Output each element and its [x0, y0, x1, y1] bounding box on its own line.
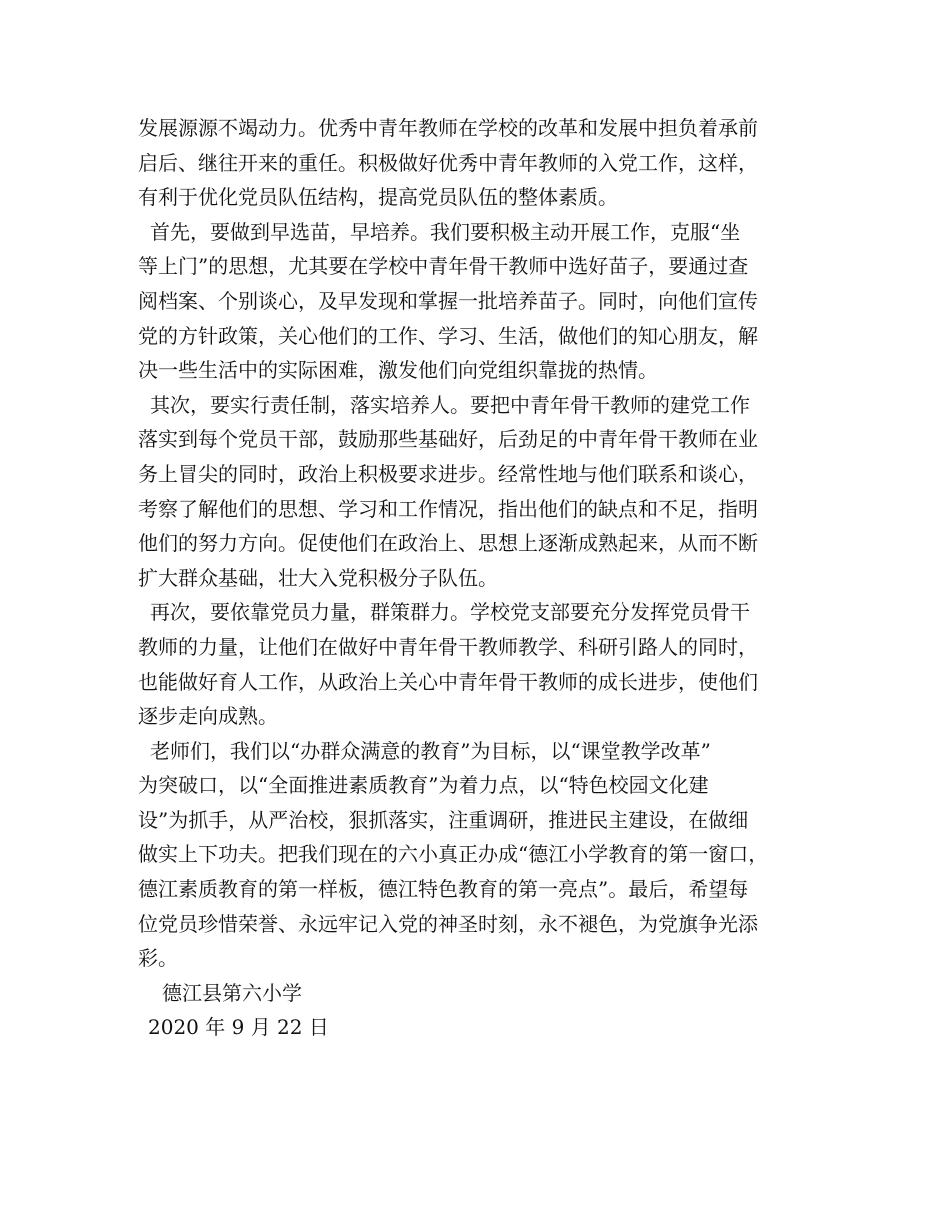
- text-line: 教师的力量，让他们在做好中青年骨干教师教学、科研引路人的同时，: [138, 634, 758, 659]
- text-line: 彩。: [138, 946, 178, 971]
- text-line: 他们的努力方向。促使他们在政治上、思想上逐渐成熟起来，从而不断: [138, 531, 758, 556]
- text-line: 做实上下功夫。把我们现在的六小真正办成“德江小学教育的第一窗口，: [138, 842, 769, 867]
- text-line: 设”为抓手，从严治校，狠抓落实，注重调研，推进民主建设，在做细: [138, 807, 749, 832]
- text-line: 老师们，我们以“办群众满意的教育”为目标，以“课堂教学改革”: [150, 738, 711, 763]
- text-line: 为突破口，以“全面推进素质教育”为着力点，以“特色校园文化建: [138, 773, 709, 798]
- paragraph: [138, 388, 830, 596]
- text-line: 位党员珍惜荣誉、永远牢记入党的神圣时刻，永不褪色，为党旗争光添: [138, 911, 758, 936]
- text-line: 落实到每个党员干部，鼓励那些基础好，后劲足的中青年骨干教师在业: [138, 427, 758, 452]
- text-line: 逐步走向成熟。: [138, 704, 278, 729]
- text-line: 也能做好育人工作，从政治上关心中青年骨干教师的成长进步，使他们: [138, 669, 758, 694]
- paragraph: [138, 595, 830, 733]
- text-line: 德江素质教育的第一样板，德江特色教育的第一亮点”。最后，希望每: [138, 877, 749, 902]
- text-line: 党的方针政策，关心他们的工作、学习、生活，做他们的知心朋友，解: [138, 323, 758, 348]
- paragraph: [138, 734, 830, 976]
- paragraph: [138, 111, 830, 215]
- text-line: 扩大群众基础，壮大入党积极分子队伍。: [138, 565, 498, 590]
- paragraph: [138, 215, 830, 388]
- text-line: 阅档案、个别谈心，及早发现和掌握一批培养苗子。同时，向他们宣传: [138, 288, 758, 313]
- text-line: 启后、继往开来的重任。积极做好优秀中青年教师的入党工作，这样，: [138, 150, 758, 175]
- document-body: [138, 111, 830, 1045]
- text-line: 务上冒尖的同时，政治上积极要求进步。经常性地与他们联系和谈心，: [138, 461, 758, 486]
- text-line: 考察了解他们的思想、学习和工作情况，指出他们的缺点和不足，指明: [138, 496, 758, 521]
- signature-date: 2020 年 9 月 22 日: [148, 1015, 329, 1040]
- text-line: 其次，要实行责任制，落实培养人。要把中青年骨干教师的建党工作: [150, 392, 750, 417]
- text-line: 有利于优化党员队伍结构，提高党员队伍的整体素质。: [138, 185, 618, 210]
- signature-organization: 德江县第六小学: [162, 980, 302, 1005]
- text-line: 决一些生活中的实际困难，激发他们向党组织靠拢的热情。: [138, 358, 658, 383]
- text-line: 再次，要依靠党员力量，群策群力。学校党支部要充分发挥党员骨干: [150, 600, 750, 625]
- text-line: 首先，要做到早选苗，早培养。我们要积极主动开展工作，克服“坐: [150, 219, 741, 244]
- text-line: 发展源源不竭动力。优秀中青年教师在学校的改革和发展中担负着承前: [138, 116, 758, 140]
- text-line: 等上门”的思想，尤其要在学校中青年骨干教师中选好苗子，要通过查: [138, 254, 749, 279]
- signature-block: [138, 976, 830, 1045]
